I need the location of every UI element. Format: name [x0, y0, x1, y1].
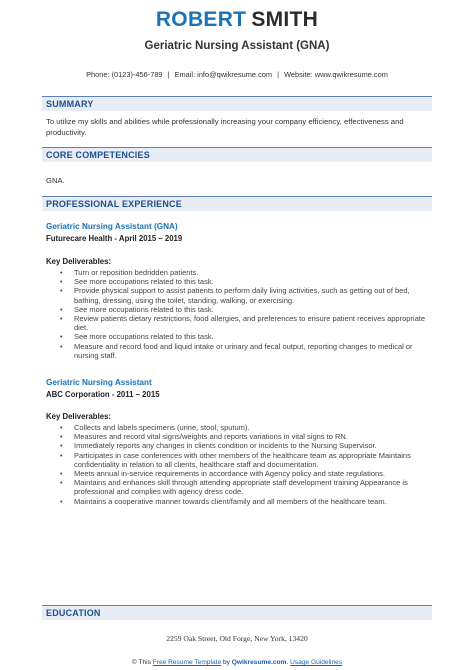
first-name: ROBERT [155, 8, 247, 31]
list-item: • Participates in case conferences with other members of the healthcare team as appropriate Maintains confidentiality in relation to all clients, healthcare staff and documentation. [60, 450, 411, 469]
contact-phone: Phone: (0123)-456-789 [86, 70, 163, 79]
free-resume-template-link[interactable]: Free Resume Template [152, 659, 222, 666]
list-item: • Meets annual in-service requirements in accordance with Agency policy and state regulations. [60, 469, 386, 479]
contact-website[interactable]: Website: www.qwikresume.com [284, 70, 388, 79]
contact-separator: | [277, 70, 280, 79]
bullet-icon: • [60, 268, 63, 277]
usage-guidelines-link[interactable]: Usage Guidelines [290, 659, 343, 666]
bullet-icon: • [60, 423, 63, 432]
list-item: • Measures and record vital signs/weights and reports variations in vital signs to RN. [60, 432, 348, 442]
experience-heading: PROFESSIONAL EXPERIENCE [46, 199, 182, 209]
education-heading: EDUCATION [46, 608, 101, 618]
footer-address [0, 633, 474, 644]
copyright-text: © This [131, 659, 151, 666]
list-item: • Collects and labels specimens (urine, stool, sputum). [60, 423, 250, 432]
list-item: • Maintains a cooperative manner towards client/family and all members of the healthcare team. [60, 496, 387, 506]
contact-email[interactable]: Email: info@qwikresume.com [174, 70, 273, 79]
candidate-name [0, 8, 474, 32]
list-item: • See more occupations related to this task. [60, 332, 214, 342]
job-company-dates: Futurecare Health - April 2015 – 2019 [46, 234, 183, 243]
summary-heading: SUMMARY [46, 99, 94, 109]
contact-separator: | [167, 70, 170, 79]
bullet-icon: • [60, 496, 63, 506]
bullet-icon: • [60, 304, 63, 314]
competencies-section-header [42, 147, 432, 162]
bullet-icon: • [60, 286, 63, 296]
competencies-heading: CORE COMPETENCIES [46, 150, 150, 160]
list-item: • Review patients dietary restrictions, food allergies, and preferences to ensure patient receives appropriate diet. [60, 314, 426, 333]
list-item: • Immediately reports any changes in clients condition or incidents to the Nursing Supervisor. [60, 441, 377, 451]
bullet-icon: • [60, 441, 63, 451]
address-text: 2259 Oak Street, Old Forge, New York, 13420 [166, 634, 308, 643]
job-bullet-list [58, 268, 430, 360]
contact-line [0, 70, 474, 80]
list-item: • Measure and record food and liquid intake or urinary and fecal output, reporting changes to medical or nursing staff. [60, 341, 413, 360]
list-item: • Maintains and enhances skill through attending appropriate staff development training Appearance is professional and complies with agency dress code. [60, 478, 408, 497]
list-item: • See more occupations related to this task. [60, 304, 214, 314]
key-deliverables-label: Key Deliverables: [46, 412, 112, 421]
footer-separator: . [286, 659, 289, 666]
list-item: • Turn or reposition bedridden patients. [60, 268, 199, 277]
competencies-text: GNA. [46, 176, 65, 185]
bullet-icon: • [60, 450, 63, 460]
education-section-header [42, 605, 432, 620]
experience-section-header [42, 196, 432, 211]
bullet-icon: • [60, 341, 63, 351]
bullet-icon: • [60, 478, 63, 488]
summary-text: To utilize my skills and abilities while professionally increasing your company efficiency, effectiveness and productivity. [46, 117, 404, 137]
bullet-icon: • [60, 469, 63, 479]
bullet-icon: • [60, 314, 63, 324]
job-title: Geriatric Nursing Assistant [46, 378, 152, 387]
summary-section-header [42, 96, 432, 111]
job-company-dates: ABC Corporation - 2011 – 2015 [46, 390, 160, 399]
footer-credits [0, 658, 474, 668]
job-title: Geriatric Nursing Assistant (GNA) [46, 222, 178, 231]
bullet-icon: • [60, 432, 63, 442]
bullet-icon: • [60, 277, 63, 287]
bullet-icon: • [60, 332, 63, 342]
list-item: • See more occupations related to this task. [60, 277, 214, 287]
key-deliverables-label: Key Deliverables: [46, 257, 112, 266]
list-item: • Provide physical support to assist patients to perform daily living activities, such as getting out of bed, bathing, dressing, using the toilet, standing, walking, or exercising. [60, 286, 410, 305]
job-bullet-list [58, 423, 430, 506]
resume-title: Geriatric Nursing Assistant (GNA) [144, 40, 330, 52]
brand-link[interactable]: Qwikresume.com [231, 659, 287, 666]
last-name: SMITH [251, 8, 319, 31]
by-text: by [222, 659, 230, 666]
